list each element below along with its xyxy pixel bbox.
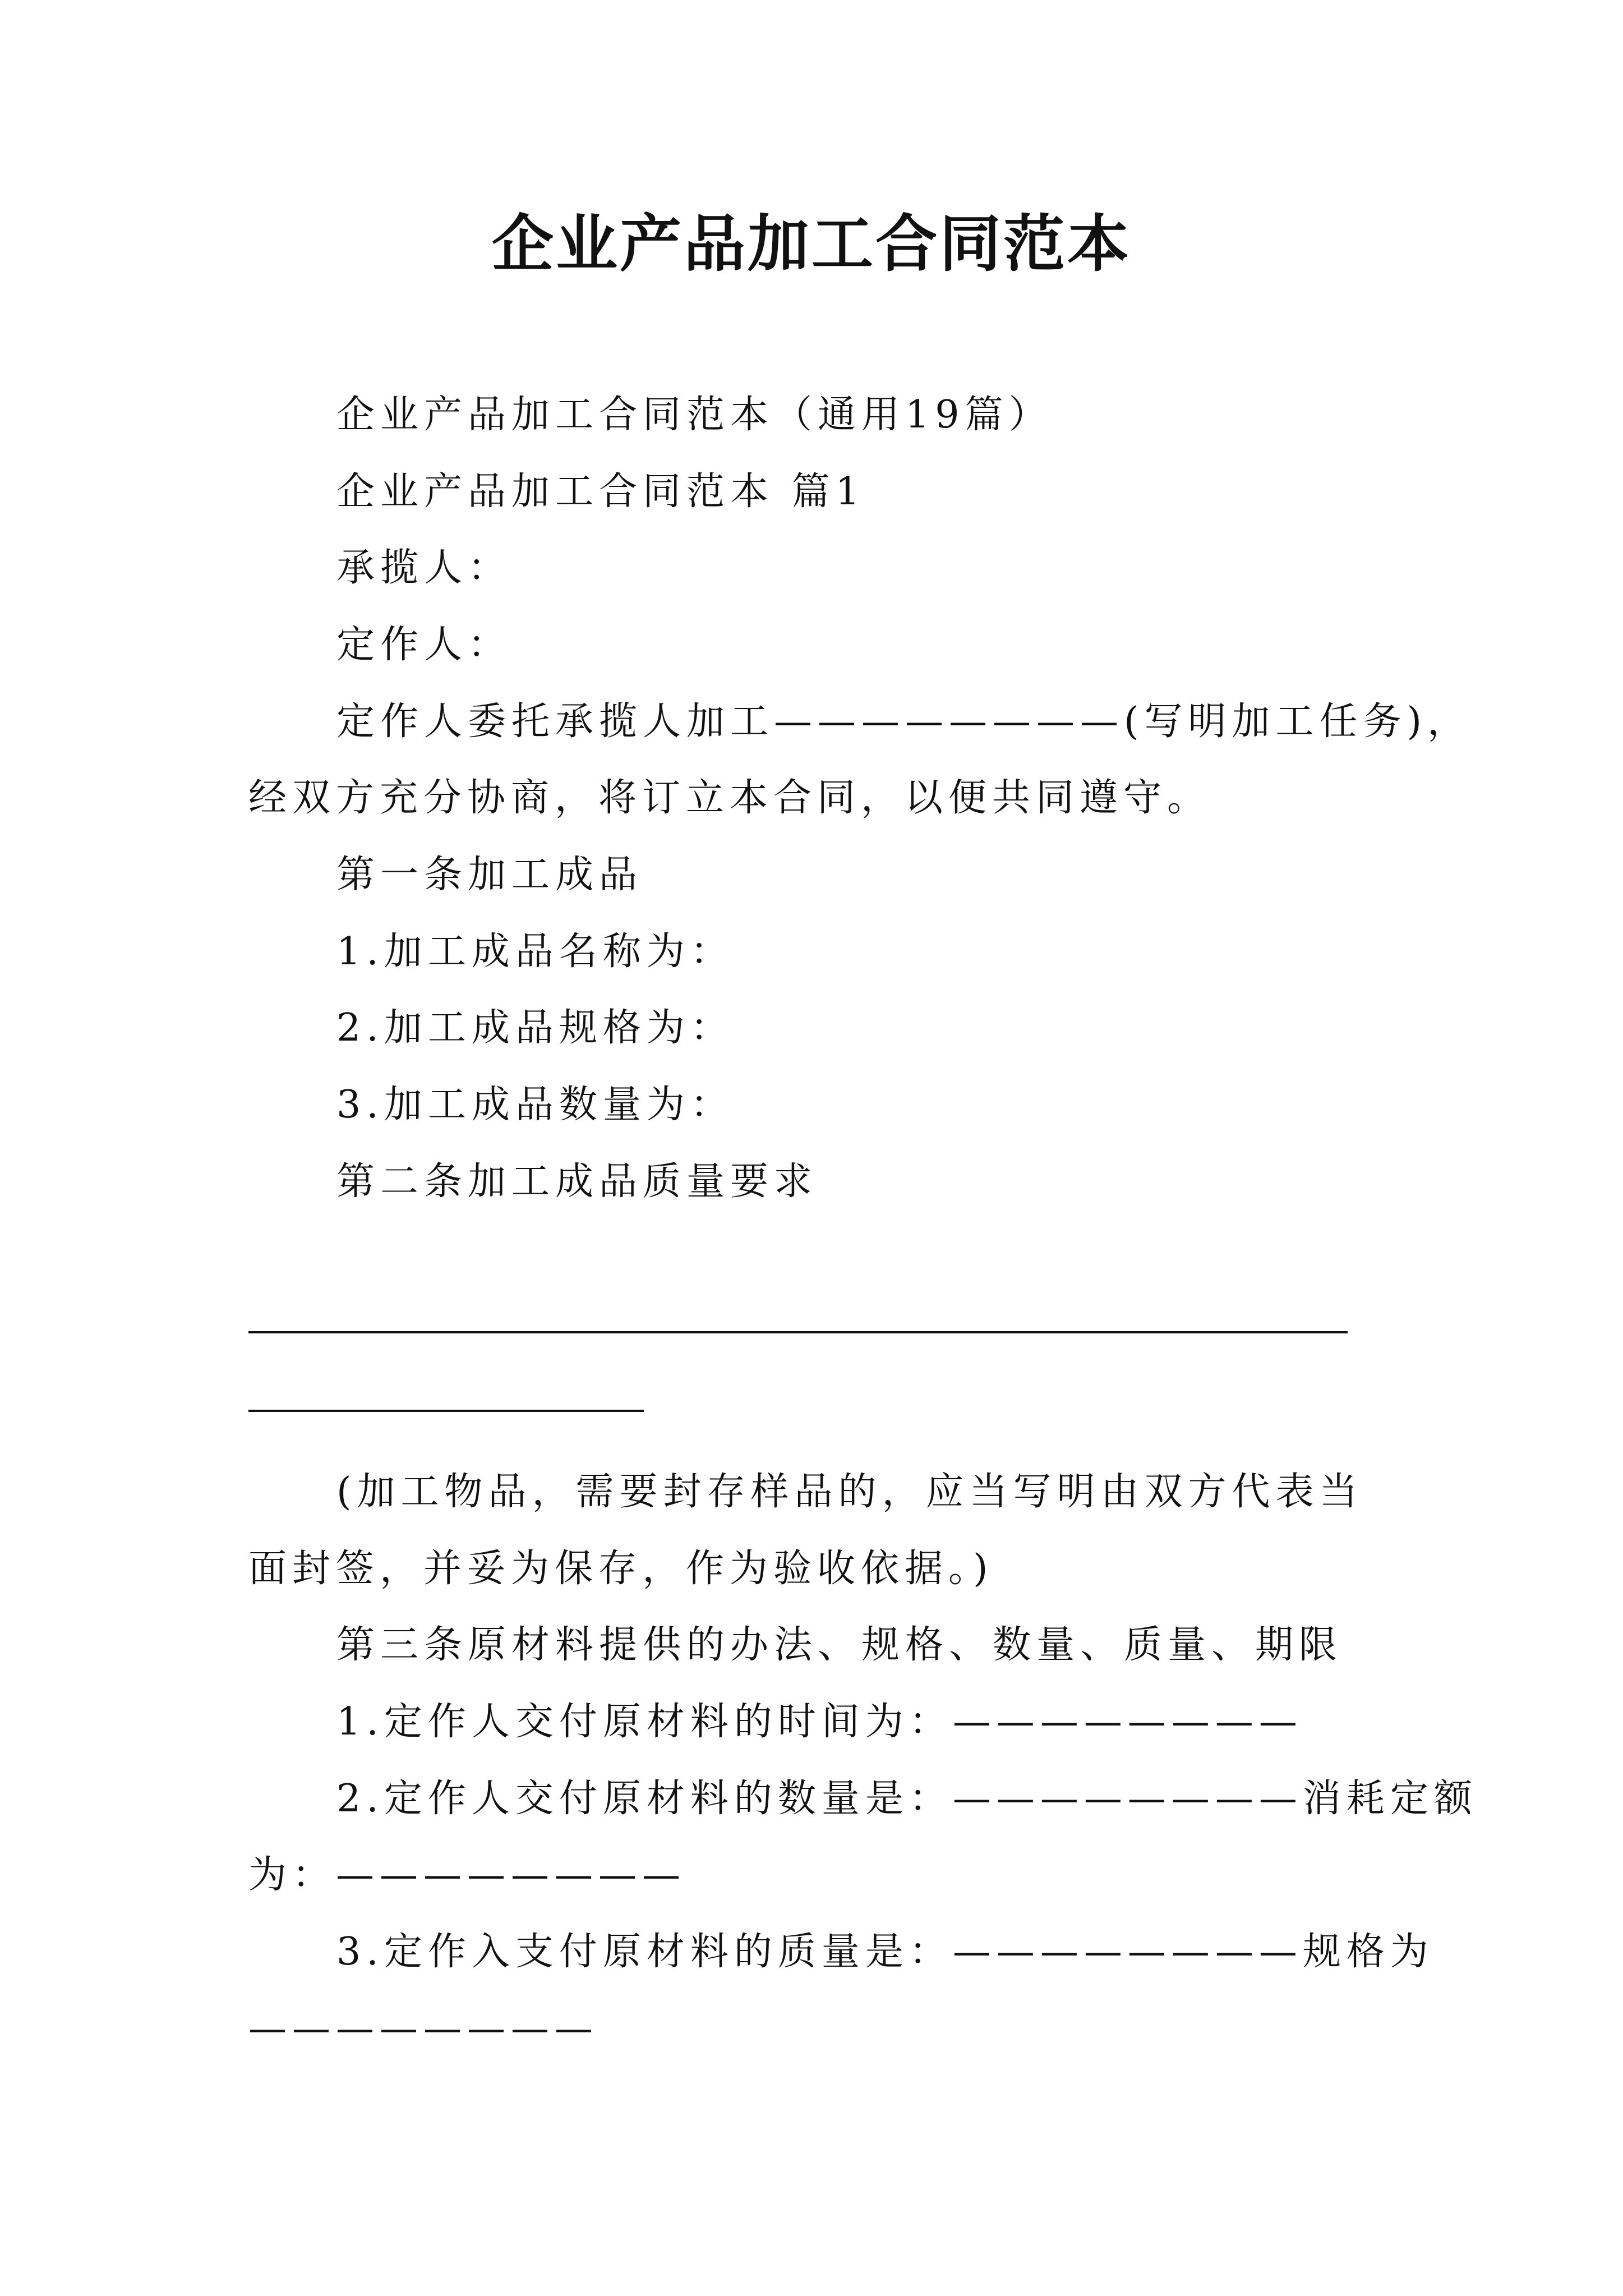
article2-heading: 第二条加工成品质量要求 [336, 1159, 818, 1204]
document-subtitle: 企业产品加工合同范本（通用19篇） [336, 393, 1053, 437]
blank-fill-rule-long [248, 1331, 1348, 1333]
article3-item1: 1.定作人交付原材料的时间为：———————— [336, 1700, 1303, 1744]
article3-item2-line2: 为：———————— [248, 1853, 686, 1897]
article3-item3-line2: ———————— [248, 2007, 598, 2051]
article3-heading: 第三条原材料提供的办法、规格、数量、质量、期限 [336, 1623, 1343, 1667]
contractor-label: 承揽人： [336, 546, 512, 590]
article3-item2-line1: 2.定作人交付原材料的数量是：————————消耗定额 [336, 1777, 1478, 1821]
intro-paragraph-line1: 定作人委托承揽人加工————————(写明加工任务)， [336, 700, 1472, 744]
document-title: 企业产品加工合同范本 [492, 208, 1131, 280]
article1-item3: 3.加工成品数量为： [336, 1083, 734, 1127]
article3-item3-line1: 3.定作入支付原材料的质量是：————————规格为 [336, 1930, 1434, 1974]
blank-fill-rule-short [248, 1410, 644, 1412]
intro-paragraph-line2: 经双方充分协商，将订立本合同，以便共同遵守。 [248, 776, 1211, 820]
sample-note-line2: 面封签，并妥为保存，作为验收依据。) [248, 1547, 994, 1591]
orderer-label: 定作人： [336, 623, 512, 667]
article1-heading: 第一条加工成品 [336, 853, 643, 897]
article1-item2: 2.加工成品规格为： [336, 1006, 734, 1050]
section-heading: 企业产品加工合同范本 篇1 [336, 470, 865, 514]
article1-item1: 1.加工成品名称为： [336, 930, 734, 974]
sample-note-line1: (加工物品，需要封存样品的，应当写明由双方代表当 [336, 1470, 1363, 1514]
